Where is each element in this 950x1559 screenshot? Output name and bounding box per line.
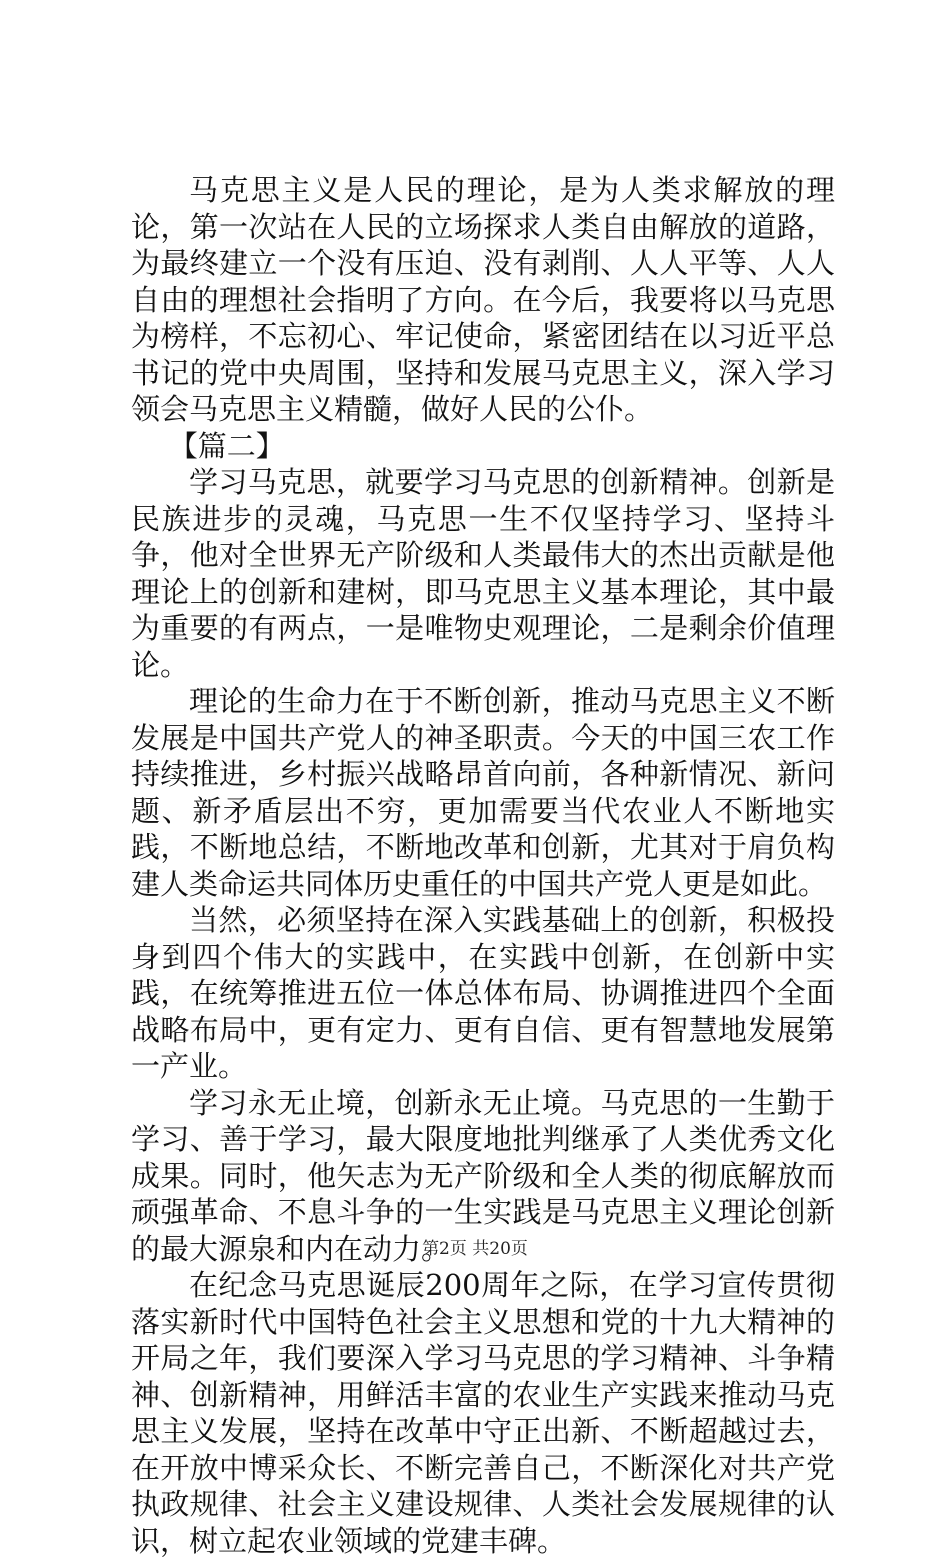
page-footer: [0, 1237, 950, 1261]
paragraph-6: 在纪念马克思诞辰200周年之际，在学习宣传贯彻落实新时代中国特色社会主义思想和党的十九大精神的开局之年，我们要深入学习马克思的学习精神、斗争精神、创新精神，用鲜活丰富的农业生产实践来推动马克思主义发展，坚持在改革中守正出新、不断超越过去，在开放中博采众长、不断完善自己，不断深化对共产党执政规律、社会主义建设规律、人类社会发展规律的认识，树立起农业领域的党建丰碑。: [131, 1268, 835, 1558]
paragraph-3: 理论的生命力在于不断创新，推动马克思主义不断发展是中国共产党人的神圣职责。今天的中国三农工作持续推进，乡村振兴战略昂首向前，各种新情况、新问题、新矛盾层出不穷，更加需要当代农业人不断地实践，不断地总结，不断地改革和创新，尤其对于肩负构建人类命运共同体历史重任的中国共产党人更是如此。: [131, 684, 835, 901]
paragraph-2: 学习马克思，就要学习马克思的创新精神。创新是民族进步的灵魂，马克思一生不仅坚持学习、坚持斗争，他对全世界无产阶级和人类最伟大的杰出贡献是他理论上的创新和建树，即马克思主义基本理论，其中最为重要的有两点，一是唯物史观理论，二是剩余价值理论。: [131, 465, 835, 682]
paragraph-5: 学习永无止境，创新永无止境。马克思的一生勤于学习、善于学习，最大限度地批判继承了人类优秀文化成果。同时，他矢志为无产阶级和全人类的彻底解放而顽强革命、不息斗争的一生实践是马克思主义理论创新的最大源泉和内在动力。: [131, 1085, 835, 1266]
section-heading-part-two: 【篇二】: [168, 428, 285, 463]
page-indicator: 第2页 共20页: [422, 1239, 528, 1259]
paragraph-1: 马克思主义是人民的理论，是为人类求解放的理论，第一次站在人民的立场探求人类自由解放的道路，为最终建立一个没有压迫、没有剥削、人人平等、人人自由的理想社会指明了方向。在今后，我要将以马克思为榜样，不忘初心、牢记使命，紧密团结在以习近平总书记的党中央周围，坚持和发展马克思主义，深入学习领会马克思主义精髓，做好人民的公仆。: [131, 173, 835, 426]
document-body: [131, 172, 835, 1559]
paragraph-4: 当然，必须坚持在深入实践基础上的创新，积极投身到四个伟大的实践中，在实践中创新，在创新中实践，在统筹推进五位一体总体布局、协调推进四个全面战略布局中，更有定力、更有自信、更有智慧地发展第一产业。: [131, 903, 835, 1083]
